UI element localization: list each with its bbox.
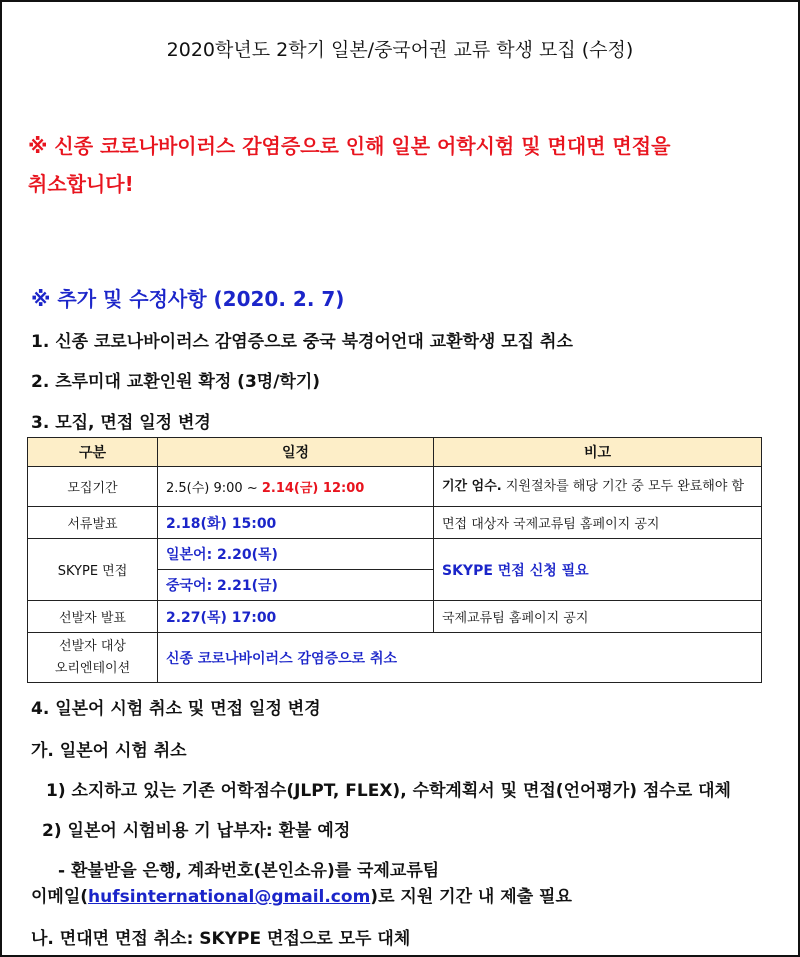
table-header-row [28, 438, 762, 467]
row-date [158, 467, 434, 507]
table-row [28, 467, 762, 507]
row-label-line-1: 선발자 대상 [59, 638, 126, 654]
row-date-japanese: 일본어: 2.20(목) [158, 539, 434, 570]
row-note: SKYPE 면접 신청 필요 [434, 539, 762, 601]
row-date-chinese: 중국어: 2.21(금) [158, 570, 434, 601]
date-deadline: 2.14(금) 12:00 [261, 481, 365, 496]
table-row [28, 601, 762, 633]
row-note [434, 467, 762, 507]
notice-line-1: ※ 신종 코로나바이러스 감염증으로 인해 일본 어학시험 및 면대면 면접을 [28, 134, 671, 158]
item-4: 4. 일본어 시험 취소 및 면접 일정 변경 [31, 699, 321, 719]
item-1: 1. 신종 코로나바이러스 감염증으로 중국 북경어언대 교환학생 모집 취소 [31, 332, 573, 352]
row-date: 2.18(화) 15:00 [158, 507, 434, 539]
header-category: 구분 [28, 438, 158, 467]
table-row [28, 507, 762, 539]
row-label: 서류발표 [28, 507, 158, 539]
item-3: 3. 모집, 면접 일정 변경 [31, 413, 211, 433]
item-4a-2: 2) 일본어 시험비용 기 납부자: 환불 예정 [42, 821, 351, 841]
item-2: 2. 츠루미대 교환인원 확정 (3명/학기) [31, 372, 321, 392]
table-row [28, 633, 762, 683]
note-emphasis: 기간 엄수. [442, 478, 502, 494]
row-date: 2.27(목) 17:00 [158, 601, 434, 633]
item-4a-1: 1) 소지하고 있는 기존 어학점수(JLPT, FLEX), 수학계획서 및 면접(언어평가) 점수로 대체 [46, 781, 731, 801]
email-link[interactable]: hufsinternational@gmail.com [88, 887, 371, 907]
row-label [28, 633, 158, 683]
schedule-table [27, 437, 762, 683]
notice-line-2: 취소합니다! [28, 172, 134, 196]
row-label-line-2: 오리엔테이션 [54, 660, 131, 676]
revision-heading: ※ 추가 및 수정사항 (2020. 2. 7) [31, 287, 345, 311]
item-4a-3: - 환불받을 은행, 계좌번호(본인소유)를 국제교류팀 [58, 861, 440, 881]
email-line [31, 882, 572, 907]
header-note: 비고 [434, 438, 762, 467]
note-text: 지원절차를 해당 기간 중 모두 완료해야 함 [501, 478, 745, 494]
row-label: 선발자 발표 [28, 601, 158, 633]
row-note: 국제교류팀 홈페이지 공지 [434, 601, 762, 633]
item-4b: 나. 면대면 면접 취소: SKYPE 면접으로 모두 대체 [31, 929, 411, 949]
header-schedule: 일정 [158, 438, 434, 467]
table-row [28, 539, 762, 570]
email-suffix: )로 지원 기간 내 제출 필요 [370, 887, 572, 907]
row-value: 신종 코로나바이러스 감염증으로 취소 [158, 633, 762, 683]
date-start: 2.5(수) 9:00 ~ [166, 481, 262, 496]
item-4a: 가. 일본어 시험 취소 [31, 741, 187, 761]
row-label: SKYPE 면접 [28, 539, 158, 601]
page-title: 2020학년도 2학기 일본/중국어권 교류 학생 모집 (수정) [166, 39, 634, 61]
row-label: 모집기간 [28, 467, 158, 507]
row-note: 면접 대상자 국제교류팀 홈페이지 공지 [434, 507, 762, 539]
email-prefix: 이메일( [31, 887, 89, 907]
